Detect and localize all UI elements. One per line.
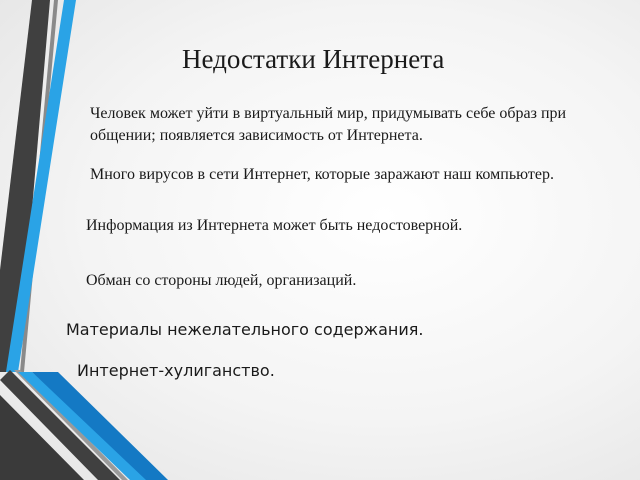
list-item-unreliable-info: Информация из Интернета может быть недостоверной. xyxy=(86,217,463,234)
list-item-viruses: Много вирусов в сети Интернет, которые заражают наш компьютер. xyxy=(90,166,554,183)
list-item-unwanted-content: Материалы нежелательного содержания. xyxy=(66,320,424,339)
list-item-fraud: Обман со стороны людей, организаций. xyxy=(86,272,357,289)
list-item-cyberbullying: Интернет-хулиганство. xyxy=(77,361,275,380)
list-item-addiction: Человек может уйти в виртуальный мир, придумывать себе образ при общении; появляется зависимость от Интернета. xyxy=(90,105,567,144)
slide-title: Недостатки Интернета xyxy=(182,44,445,74)
